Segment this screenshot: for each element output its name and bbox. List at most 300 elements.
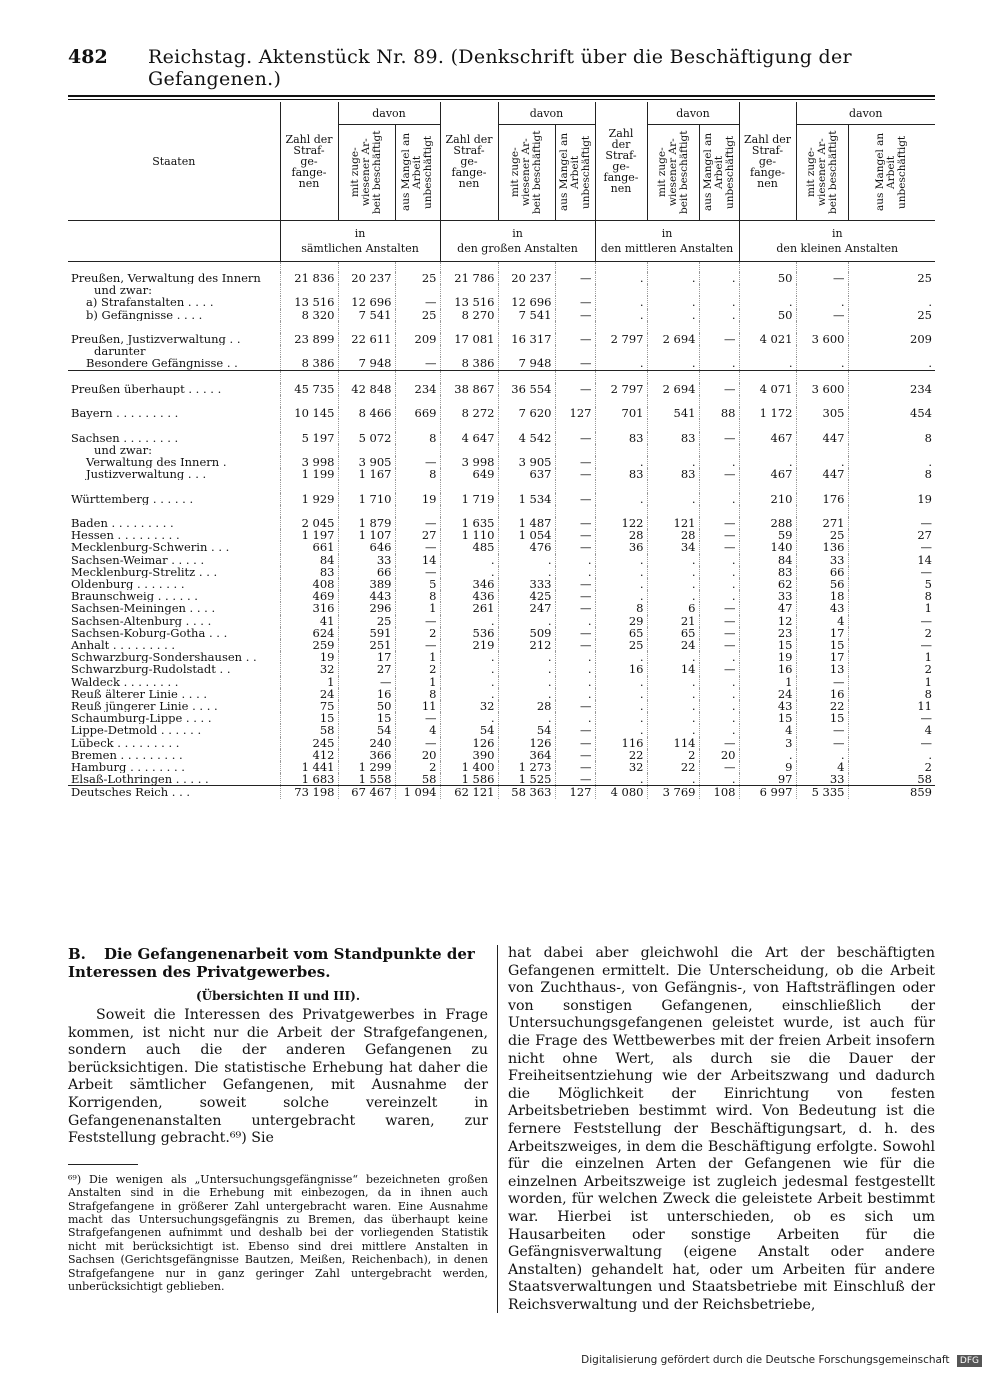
value-cell: 649 [440, 468, 498, 480]
value-cell: 7 948 [338, 357, 395, 370]
value-cell [739, 321, 796, 333]
value-cell: 16 317 [498, 333, 555, 345]
value-cell: . [555, 712, 595, 724]
spacer-cell [498, 262, 555, 273]
value-cell [595, 345, 647, 357]
table-row [68, 505, 935, 517]
state-name-cell: Elsaß-Lothringen . . . . . [71, 773, 209, 786]
value-cell: 3 600 [796, 333, 848, 345]
value-cell: — [848, 615, 935, 627]
value-cell [796, 345, 848, 357]
value-cell [739, 419, 796, 431]
value-cell: 2 694 [647, 333, 699, 345]
value-cell: 8 [848, 468, 935, 480]
value-cell [338, 419, 395, 431]
section-letter: B. [68, 945, 86, 963]
table-row [68, 432, 935, 444]
value-cell: . [498, 663, 555, 675]
value-cell: . [555, 615, 595, 627]
value-cell [555, 321, 595, 333]
value-cell: 19 [395, 493, 440, 505]
value-cell [739, 505, 796, 517]
state-name-cell: Hessen . . . . . . . . . [71, 529, 180, 542]
value-cell: . [647, 712, 699, 724]
value-cell: 251 [338, 639, 395, 651]
table-row [68, 773, 935, 786]
value-cell [338, 395, 395, 407]
value-cell: — [699, 602, 739, 614]
value-cell: . [699, 493, 739, 505]
value-cell: 3 905 [498, 456, 555, 468]
value-cell [395, 505, 440, 517]
value-cell: . [699, 578, 739, 590]
table-row [68, 345, 935, 357]
digitization-note: Digitalisierung gefördert durch die Deutsche Forschungsgemeinschaft [581, 1354, 950, 1366]
group-header [739, 221, 935, 262]
value-cell: 1 094 [395, 786, 440, 799]
value-cell: 1 879 [338, 517, 395, 529]
zugewiesen-header [498, 125, 555, 221]
state-name-cell: Sachsen-Altenburg . . . . [71, 614, 212, 627]
value-cell: 2 694 [647, 383, 699, 395]
value-cell: 1 534 [498, 493, 555, 505]
value-cell: 84 [739, 554, 796, 566]
zugewiesen-label: mit zuge- wiesener Ar- beit beschäftigt [349, 129, 383, 214]
value-cell: . [440, 688, 498, 700]
table-row [68, 456, 935, 468]
value-cell: — [395, 456, 440, 468]
value-cell: . [739, 296, 796, 308]
value-cell: 1 [280, 676, 338, 688]
value-cell: 33 [796, 773, 848, 786]
value-cell [555, 345, 595, 357]
value-cell: 83 [739, 566, 796, 578]
value-cell [280, 321, 338, 333]
table-row [68, 321, 935, 333]
value-cell: — [699, 615, 739, 627]
value-cell: 1 635 [440, 517, 498, 529]
table-spacer [68, 262, 935, 273]
table-row [68, 296, 935, 308]
value-cell [647, 444, 699, 456]
value-cell: 2 [848, 761, 935, 773]
value-cell: . [595, 296, 647, 308]
table-row [68, 590, 935, 602]
value-cell: 45 735 [280, 383, 338, 395]
zugewiesen-label: mit zuge- wiesener Ar- beit beschäftigt [804, 129, 839, 214]
state-name-cell: Braunschweig . . . . . . [71, 590, 198, 603]
state-name-cell: Bremen . . . . . . . . . [71, 748, 183, 762]
value-cell: 21 836 [280, 272, 338, 284]
value-cell: 121 [647, 517, 699, 529]
value-cell: 62 [739, 578, 796, 590]
table-row [68, 383, 935, 395]
section-subheading: (Übersichten II und III). [195, 989, 361, 1003]
value-cell: 4 071 [739, 383, 796, 395]
value-cell: 1 197 [280, 529, 338, 541]
value-cell [647, 321, 699, 333]
value-cell: 16 [739, 663, 796, 675]
value-cell: 27 [338, 663, 395, 675]
value-cell: 16 [338, 688, 395, 700]
value-cell [647, 480, 699, 492]
table-row [68, 517, 935, 529]
value-cell: . [647, 578, 699, 590]
value-cell [595, 505, 647, 517]
value-cell [440, 284, 498, 296]
state-name-cell [68, 505, 280, 517]
state-name-cell [68, 321, 280, 333]
group-header [440, 221, 595, 262]
value-cell: — [699, 333, 739, 345]
value-cell: 271 [796, 517, 848, 529]
value-cell: 4 [395, 724, 440, 736]
table-row [68, 284, 935, 296]
value-cell [338, 444, 395, 456]
value-cell [796, 395, 848, 407]
value-cell [440, 480, 498, 492]
state-name-cell: Lübeck . . . . . . . . . [71, 736, 180, 749]
value-cell: 2 [395, 761, 440, 773]
value-cell: 1 929 [280, 493, 338, 505]
value-cell: 25 [848, 272, 935, 284]
value-cell: . [595, 554, 647, 566]
value-cell [498, 370, 555, 383]
value-cell: . [647, 651, 699, 663]
value-cell: 15 [796, 712, 848, 724]
value-cell: — [699, 737, 739, 749]
group-in-label: in [831, 227, 843, 240]
value-cell [338, 321, 395, 333]
value-cell: 346 [440, 578, 498, 590]
value-cell: — [555, 383, 595, 395]
value-cell [338, 284, 395, 296]
value-cell: 2 [395, 627, 440, 639]
value-cell: 38 867 [440, 383, 498, 395]
value-cell: 114 [647, 737, 699, 749]
value-cell: . [848, 749, 935, 761]
value-cell: . [699, 309, 739, 321]
group-in-label: in [512, 227, 523, 240]
value-cell: — [395, 296, 440, 308]
value-cell [280, 345, 338, 357]
value-cell [280, 444, 338, 456]
value-cell: 469 [280, 590, 338, 602]
page-number: 482 [68, 46, 108, 68]
value-cell: . [595, 676, 647, 688]
value-cell: 1 [848, 651, 935, 663]
value-cell [848, 370, 935, 383]
value-cell: 28 [595, 529, 647, 541]
table-row [68, 468, 935, 480]
value-cell: — [699, 529, 739, 541]
value-cell: . [739, 456, 796, 468]
zahl-header: Zahl der Straf- ge- fange- nen [280, 102, 338, 221]
value-cell: — [395, 517, 440, 529]
value-cell: 5 [848, 578, 935, 590]
value-cell: 1 487 [498, 517, 555, 529]
table-row [68, 419, 935, 431]
value-cell [440, 444, 498, 456]
value-cell: 6 997 [739, 786, 796, 799]
value-cell [280, 419, 338, 431]
value-cell [395, 370, 440, 383]
value-cell: . [848, 296, 935, 308]
table-row [68, 724, 935, 736]
value-cell: — [555, 357, 595, 370]
table-row [68, 688, 935, 700]
spacer-cell [796, 262, 848, 273]
value-cell: 1 273 [498, 761, 555, 773]
value-cell: 3 600 [796, 383, 848, 395]
value-cell: 13 [796, 663, 848, 675]
value-cell [395, 480, 440, 492]
value-cell: 59 [739, 529, 796, 541]
right-paragraph: hat dabei aber gleichwohl die Art der beschäftigten Gefangenen ermittelt. Die Unterscheidung, ob die Arbeit von Zuchthaus-, von Gefängnis-, von Haftsträflingen oder von sonstigen Gefangenen, einschließlich der Untersuchungsgefangenen geleistet wurde, ist auch für die Frage des Wettbewerbes mit der freien Arbeit insofern nicht ohne Wert, als durch sie die Dauer der Freiheitsentziehung wie der Arbeitszwang und dadurch die Möglichkeit der Einrichtung von festen Arbeitsbetrieben bestimmt wird. Von Bedeutung ist die fernere Feststellung der Beschäftigungsart, d. h. des Arbeitszweiges, in dem die Beschäftigung erfolgte. Sowohl für die einzelnen Arten der Gefangenen wie für die einzelnen Arbeitszweige ist zugleich jedesmal festgestellt worden, für welchen Zweck die geleistete Arbeit bestimmt war. Hierbei ist unterschieden, ob es sich um Hausarbeiten oder sonstige Arbeiten für die Gefängnisverwaltung (eigene Anstalt oder andere Anstalten) gehandelt hat, oder um Arbeiten für andere Staatsverwaltungen und Staatsbetriebe mit Einschluß der Reichsverwaltung und der Reichsbetriebe, [508, 945, 935, 1313]
state-name-cell: Baden . . . . . . . . . [71, 516, 174, 530]
value-cell: — [555, 272, 595, 284]
value-cell: 3 [739, 737, 796, 749]
value-cell: 17 [796, 651, 848, 663]
value-cell: 1 299 [338, 761, 395, 773]
value-cell: 447 [796, 432, 848, 444]
value-cell: 1 054 [498, 529, 555, 541]
value-cell [796, 370, 848, 383]
value-cell: 17 [338, 651, 395, 663]
value-cell: 54 [440, 724, 498, 736]
value-cell: 1 [848, 602, 935, 614]
state-name-cell: Sachsen-Weimar . . . . . [71, 553, 205, 566]
state-name-cell: Justizverwaltung . . . [86, 468, 207, 481]
spacer-cell [595, 262, 647, 273]
value-cell: 41 [280, 615, 338, 627]
value-cell: 17 [796, 627, 848, 639]
value-cell: — [555, 700, 595, 712]
header-rule-thin [68, 99, 935, 100]
value-cell: . [699, 357, 739, 370]
value-cell: 5 072 [338, 432, 395, 444]
value-cell [595, 370, 647, 383]
value-cell [595, 321, 647, 333]
left-column [68, 945, 488, 1293]
value-cell: . [440, 663, 498, 675]
table-row [68, 480, 935, 492]
value-cell: 14 [395, 554, 440, 566]
value-cell: 2 [848, 627, 935, 639]
value-cell [440, 345, 498, 357]
state-name-cell: Schwarzburg-Sondershausen . . [71, 651, 257, 664]
value-cell [595, 444, 647, 456]
value-cell: 389 [338, 578, 395, 590]
value-cell: 13 516 [440, 296, 498, 308]
state-name-cell: Schaumburg-Lippe . . . . [71, 712, 212, 725]
value-cell: 476 [498, 541, 555, 553]
value-cell: . [555, 651, 595, 663]
value-cell: 1 [395, 602, 440, 614]
value-cell [796, 480, 848, 492]
value-cell [739, 284, 796, 296]
value-cell: 390 [440, 749, 498, 761]
header-row-3 [68, 221, 935, 262]
state-name-cell: und zwar: [94, 284, 152, 297]
value-cell [440, 370, 498, 383]
value-cell: 4 [848, 724, 935, 736]
mangel-label: aus Mangel an Arbeit unbeschäftigt [701, 132, 736, 211]
value-cell [280, 395, 338, 407]
spacer-cell [739, 262, 796, 273]
value-cell: — [848, 541, 935, 553]
value-cell: — [555, 529, 595, 541]
value-cell: 8 [848, 590, 935, 602]
value-cell: . [555, 676, 595, 688]
value-cell [595, 395, 647, 407]
value-cell [796, 321, 848, 333]
value-cell: 25 [796, 529, 848, 541]
value-cell: 127 [555, 786, 595, 799]
value-cell: — [796, 309, 848, 321]
value-cell: . [699, 590, 739, 602]
value-cell: . [555, 554, 595, 566]
mangel-label: aus Mangel an Arbeit unbeschäftigt [874, 132, 909, 211]
value-cell [498, 505, 555, 517]
value-cell: 536 [440, 627, 498, 639]
value-cell: . [647, 566, 699, 578]
state-name-cell: Mecklenburg-Schwerin . . . [71, 541, 230, 554]
value-cell: — [796, 676, 848, 688]
value-cell [848, 505, 935, 517]
davon-header: davon [498, 102, 595, 125]
state-name-cell: und zwar: [94, 443, 152, 456]
table-row [68, 272, 935, 284]
state-name-cell: Sachsen-Koburg-Gotha . . . [71, 626, 228, 639]
state-name-cell: Reuß jüngerer Linie . . . . [71, 700, 218, 713]
value-cell: — [395, 712, 440, 724]
value-cell: 209 [395, 333, 440, 345]
table-row [68, 651, 935, 663]
value-cell: — [555, 296, 595, 308]
value-cell: . [647, 357, 699, 370]
value-cell: . [595, 724, 647, 736]
value-cell: 67 467 [338, 786, 395, 799]
value-cell [796, 419, 848, 431]
spacer-cell [440, 262, 498, 273]
value-cell: 36 554 [498, 383, 555, 395]
value-cell: 88 [699, 407, 739, 419]
spacer-cell [848, 262, 935, 273]
davon-header: davon [796, 102, 935, 125]
state-name-cell [68, 480, 280, 492]
value-cell: — [699, 639, 739, 651]
value-cell [647, 395, 699, 407]
value-cell: . [699, 676, 739, 688]
value-cell: 219 [440, 639, 498, 651]
value-cell: — [395, 357, 440, 370]
value-cell: 296 [338, 602, 395, 614]
value-cell: 5 335 [796, 786, 848, 799]
value-cell: 21 [647, 615, 699, 627]
value-cell [338, 370, 395, 383]
state-name-cell: Hamburg . . . . . . . . [71, 761, 185, 774]
section-heading [68, 945, 488, 981]
value-cell: 83 [647, 468, 699, 480]
dfg-logo: DFG [957, 1355, 982, 1367]
value-cell: 19 [739, 651, 796, 663]
zugewiesen-header [647, 125, 699, 221]
value-cell: 50 [739, 309, 796, 321]
value-cell: 1 [848, 676, 935, 688]
state-name-cell: Lippe-Detmold . . . . . . [71, 724, 202, 737]
value-cell [395, 419, 440, 431]
value-cell: 56 [796, 578, 848, 590]
value-cell: 126 [440, 737, 498, 749]
value-cell [555, 505, 595, 517]
value-cell: 316 [280, 602, 338, 614]
value-cell [848, 444, 935, 456]
value-cell: 11 [395, 700, 440, 712]
group-label: den großen Anstalten [457, 242, 578, 255]
table-row [68, 529, 935, 541]
state-name-cell: Oldenburg . . . . . . . [71, 577, 185, 591]
value-cell: — [555, 333, 595, 345]
value-cell [498, 321, 555, 333]
table-row [68, 407, 935, 419]
value-cell [555, 444, 595, 456]
value-cell: 24 [739, 688, 796, 700]
value-cell: 3 769 [647, 786, 699, 799]
zugewiesen-label: mit zuge- wiesener Ar- beit beschäftigt [509, 129, 543, 214]
table-row [68, 663, 935, 675]
zahl-header: Zahl der Straf- ge- fange- nen [595, 102, 647, 221]
state-name-cell [68, 395, 280, 407]
value-cell: 24 [647, 639, 699, 651]
value-cell: 126 [498, 737, 555, 749]
value-cell: 22 [647, 761, 699, 773]
value-cell: 261 [440, 602, 498, 614]
value-cell: 8 [395, 688, 440, 700]
value-cell: 541 [647, 407, 699, 419]
state-name-cell: Verwaltung des Innern . [86, 455, 227, 469]
value-cell [498, 395, 555, 407]
value-cell: — [555, 456, 595, 468]
value-cell: 2 [647, 749, 699, 761]
value-cell: 29 [595, 615, 647, 627]
value-cell: — [555, 578, 595, 590]
mangel-label: aus Mangel an Arbeit unbeschäftigt [557, 132, 592, 211]
state-name-cell: Reuß älterer Linie . . . . [71, 687, 208, 701]
value-cell: 4 647 [440, 432, 498, 444]
value-cell: . [647, 773, 699, 786]
value-cell [440, 505, 498, 517]
value-cell: . [699, 296, 739, 308]
value-cell: 669 [395, 407, 440, 419]
value-cell: 15 [338, 712, 395, 724]
state-name-cell: Bayern . . . . . . . . . [71, 407, 179, 420]
value-cell: 42 848 [338, 383, 395, 395]
value-cell: 1 525 [498, 773, 555, 786]
value-cell [699, 419, 739, 431]
value-cell [280, 284, 338, 296]
value-cell: 50 [739, 272, 796, 284]
value-cell: . [796, 357, 848, 370]
value-cell: — [699, 383, 739, 395]
value-cell: 8 [848, 688, 935, 700]
state-name-cell: Preußen, Justizverwaltung . . [71, 333, 241, 346]
value-cell: 66 [338, 566, 395, 578]
table-row [68, 541, 935, 553]
table-row [68, 737, 935, 749]
value-cell: 83 [647, 432, 699, 444]
value-cell [699, 370, 739, 383]
